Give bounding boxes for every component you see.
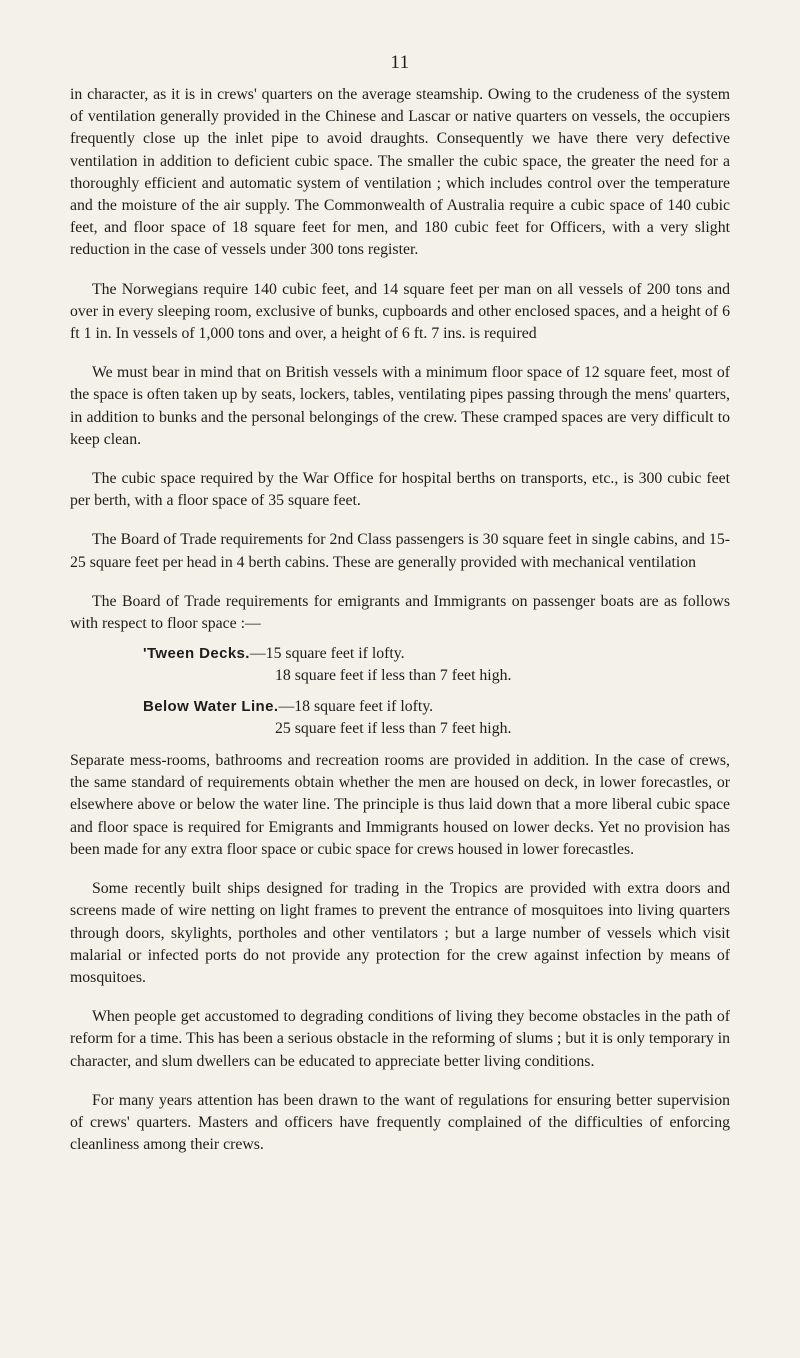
paragraph: The Norwegians require 140 cubic feet, and 14 square feet per man on all vessels of 200 tons and over in every sleeping room, exclusive of bunks, cupboards and other enclosed spaces, and a height of 6 ft 1 in. In vessels of 1,000 tons and over, a height of 6 ft. 7 ins. is required xyxy=(70,280,730,343)
paragraph: The cubic space required by the War Office for hospital berths on transports, etc., is 300 cubic feet per berth, with a floor space of 35 square feet. xyxy=(70,470,730,510)
paragraph: When people get accustomed to degrading conditions of living they become obstacles in the path of reform for a time. This has been a serious obstacle in the reforming of slums ; but it is only temporary in character, and slum dwellers can be educated to appreciate better living conditions. xyxy=(70,1008,730,1070)
requirement-label: 'Tween Decks. xyxy=(143,645,250,663)
requirement-line: —15 square feet if lofty. xyxy=(249,645,405,663)
requirement-line: 25 square feet if less than 7 feet high. xyxy=(275,719,512,737)
requirement-label: Below Water Line. xyxy=(143,697,279,715)
paragraph: Some recently built ships designed for trading in the Tropics are provided with extra doors and screens made of wire netting on light frames to prevent the entrance of mosquitoes into living quarters through doors, skylights, portholes and other ventilators ; but a large number of vessels which visit malarial or infected ports do not provide any protection for the crew against infection by means of mosquitoes. xyxy=(70,880,730,986)
paragraph: The Board of Trade requirements for emigrants and Immigrants on passenger boats are as follows with respect to floor space :— xyxy=(70,592,730,633)
paragraph: We must bear in mind that on British vessels with a minimum floor space of 12 square feet, most of the space is often taken up by seats, lockers, tables, ventilating pipes passing through the mens' quarters, in addition to bunks and the personal belongings of the crew. These cramped spaces are very difficult to keep clean. xyxy=(70,364,730,448)
paragraph: Separate mess-rooms, bathrooms and recreation rooms are provided in addition. In the case of crews, the same standard of requirements obtain whether the men are housed on deck, in lower forecastles, or elsewhere above or below the water line. The principle is thus laid down that a more liberal cubic space and floor space is required for Emigrants and Immigrants housed on lower decks. Yet no provision has been made for any extra floor space or cubic space for crews housed in lower forecastles. xyxy=(70,752,730,858)
requirement-tween-decks xyxy=(70,643,730,687)
paragraph: For many years attention has been drawn to the want of regulations for ensuring better supervision of crews' quarters. Masters and officers have frequently complained of the difficulties of enforcing cleanliness among their crews. xyxy=(70,1091,730,1154)
page-number: 11 xyxy=(390,52,410,73)
requirement-line: —18 square feet if lofty. xyxy=(278,697,434,715)
requirement-line: 18 square feet if less than 7 feet high. xyxy=(275,667,512,685)
paragraph: The Board of Trade requirements for 2nd Class passengers is 30 square feet in single cabins, and 15-25 square feet per head in 4 berth cabins. These are generally provided with mechanical ventilation xyxy=(70,531,730,571)
requirement-below-water-line xyxy=(70,696,730,740)
paragraph: in character, as it is in crews' quarters on the average steamship. Owing to the crudeness of the system of ventilation generally provided in the Chinese and Lascar or native quarters on vessels, the occupiers frequently close up the inlet pipe to avoid draughts. Consequently we have there very defective ventilation in addition to deficient cubic space. The smaller the cubic space, the greater the need for a thoroughly efficient and automatic system of ventilation ; which includes control over the temperature and the moisture of the air supply. The Commonwealth of Australia require a cubic space of 140 cubic feet, and floor space of 18 square feet for men, and 180 cubic feet for Officers, with a very slight reduction in the case of vessels under 300 tons register. xyxy=(70,86,730,259)
